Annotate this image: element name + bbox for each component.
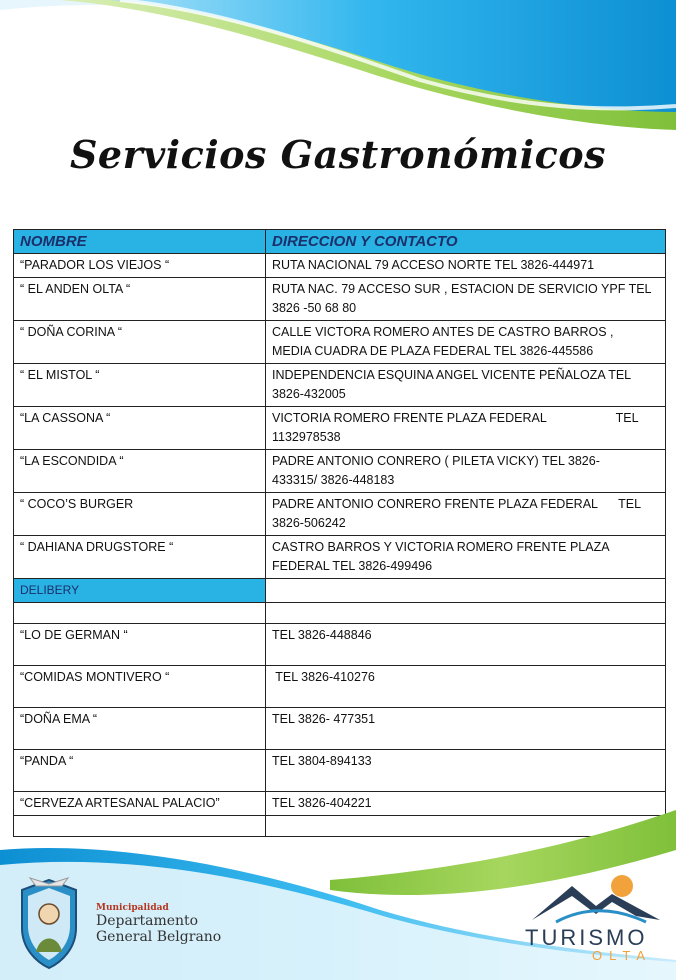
contact-line: CASTRO BARROS Y VICTORIA ROMERO FRENTE PLAZA <box>272 540 610 554</box>
header-contact: DIRECCION Y CONTACTO <box>266 230 666 254</box>
municipality-line1: Departamento <box>96 913 199 929</box>
olta-text: OLTA <box>592 948 653 963</box>
top-wave-decoration <box>0 0 676 140</box>
delivery-row <box>14 666 666 708</box>
restaurant-name: “LA CASSONA “ <box>14 407 266 450</box>
empty-cell <box>266 603 666 624</box>
delivery-section-label: DELIBERY <box>14 579 266 603</box>
delivery-name: “LO DE GERMAN “ <box>14 624 266 666</box>
turismo-text: TURISMO <box>525 925 648 950</box>
restaurant-name: “ EL MISTOL “ <box>14 364 266 407</box>
delivery-name: “CERVEZA ARTESANAL PALACIO” <box>14 792 266 816</box>
table-row <box>14 254 666 278</box>
delivery-row <box>14 708 666 750</box>
municipality-small-text: Municipalidad <box>96 903 169 913</box>
delivery-name: “COMIDAS MONTIVERO “ <box>14 666 266 708</box>
delivery-section-row <box>14 579 666 603</box>
contact-line: VICTORIA ROMERO FRENTE PLAZA FEDERAL TEL <box>272 411 639 425</box>
contact-line: FEDERAL TEL 3826-499496 <box>272 559 433 573</box>
municipality-line2: General Belgrano <box>96 929 222 945</box>
municipality-crest-icon <box>12 876 86 970</box>
delivery-contact: TEL 3826-410276 <box>266 666 666 708</box>
restaurant-contact <box>266 450 666 493</box>
contact-line: 1132978538 <box>272 430 341 444</box>
delivery-contact: TEL 3826-448846 <box>266 624 666 666</box>
restaurant-contact <box>266 278 666 321</box>
services-table <box>13 229 666 837</box>
contact-line: PADRE ANTONIO CONRERO ( PILETA VICKY) TEL 3826- <box>272 454 600 468</box>
delivery-row <box>14 750 666 792</box>
restaurant-contact <box>266 254 666 278</box>
restaurant-contact <box>266 321 666 364</box>
contact-line: INDEPENDENCIA ESQUINA ANGEL VICENTE PEÑALOZA TEL <box>272 368 632 382</box>
delivery-contact: TEL 3826-404221 <box>266 792 666 816</box>
table-header-row <box>14 230 666 254</box>
delivery-name: “PANDA “ <box>14 750 266 792</box>
contact-line: 3826-432005 <box>272 387 346 401</box>
contact-line: RUTA NAC. 79 ACCESO SUR , ESTACION DE SERVICIO YPF TEL <box>272 282 652 296</box>
restaurant-name: “LA ESCONDIDA “ <box>14 450 266 493</box>
delivery-row <box>14 624 666 666</box>
contact-line: CALLE VICTORA ROMERO ANTES DE CASTRO BARROS , <box>272 325 614 339</box>
restaurant-contact <box>266 493 666 536</box>
header-name: NOMBRE <box>14 230 266 254</box>
table-row <box>14 278 666 321</box>
municipality-label <box>96 903 221 945</box>
contact-line: PADRE ANTONIO CONRERO FRENTE PLAZA FEDERAL TEL <box>272 497 642 511</box>
restaurant-contact <box>266 364 666 407</box>
contact-line: RUTA NACIONAL 79 ACCESO NORTE TEL 3826-444971 <box>272 258 595 272</box>
table-row <box>14 536 666 579</box>
restaurant-name: “ COCO’S BURGER <box>14 493 266 536</box>
table-row <box>14 493 666 536</box>
restaurant-contact <box>266 407 666 450</box>
table-row <box>14 450 666 493</box>
delivery-name: “DOÑA EMA “ <box>14 708 266 750</box>
table-row <box>14 364 666 407</box>
contact-line: 3826-506242 <box>272 516 346 530</box>
delivery-contact: TEL 3826- 477351 <box>266 708 666 750</box>
table-row <box>14 321 666 364</box>
page-title: Servicios Gastronómicos <box>69 132 607 177</box>
delivery-contact: TEL 3804-894133 <box>266 750 666 792</box>
contact-line: 3826 -50 68 80 <box>272 301 357 315</box>
empty-row <box>14 603 666 624</box>
restaurant-contact <box>266 536 666 579</box>
empty-cell <box>14 603 266 624</box>
empty-cell <box>266 579 666 603</box>
contact-line: MEDIA CUADRA DE PLAZA FEDERAL TEL 3826-445586 <box>272 344 594 358</box>
restaurant-name: “ DOÑA CORINA “ <box>14 321 266 364</box>
restaurant-name: “PARADOR LOS VIEJOS “ <box>14 254 266 278</box>
contact-line: 433315/ 3826-448183 <box>272 473 395 487</box>
restaurant-name: “ EL ANDEN OLTA “ <box>14 278 266 321</box>
table-row <box>14 407 666 450</box>
restaurant-name: “ DAHIANA DRUGSTORE “ <box>14 536 266 579</box>
